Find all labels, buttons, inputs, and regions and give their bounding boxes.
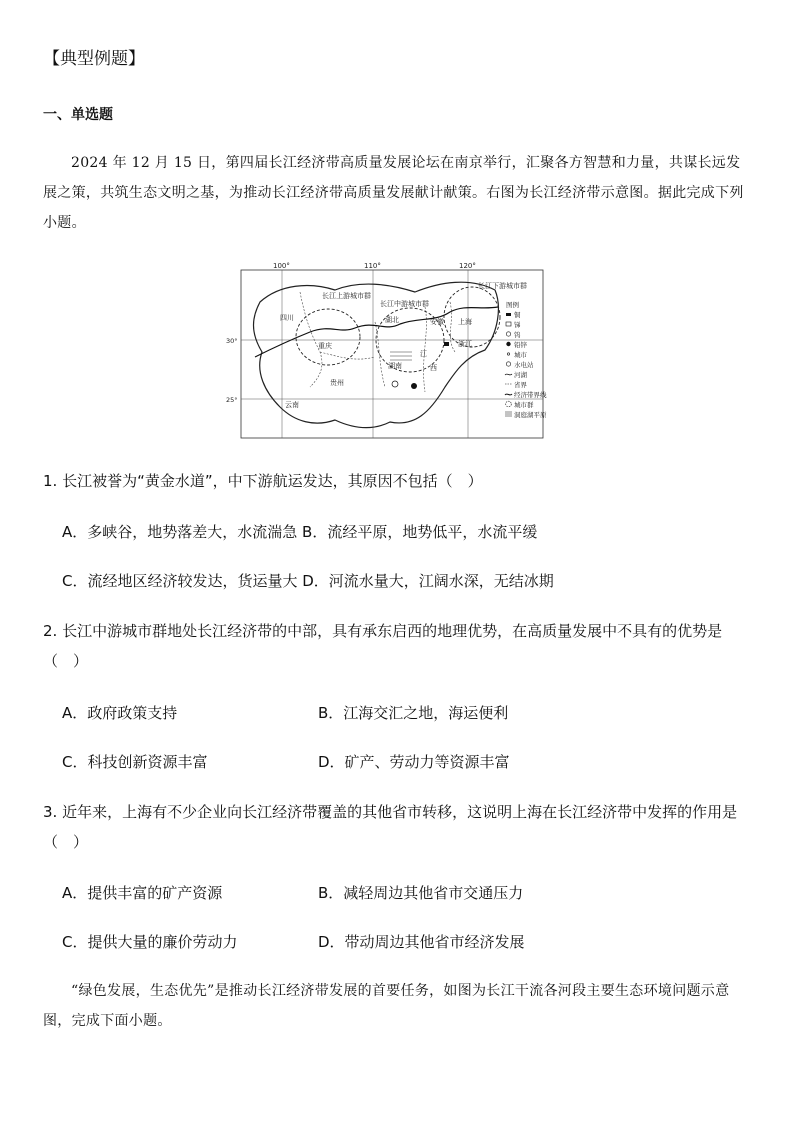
svg-text:上海: 上海 bbox=[458, 318, 472, 326]
closing-paragraph: “绿色发展，生态优先”是推动长江经济带发展的首要任务，如图为长江干流各河段主要生态环境问题示意图，完成下面小题。 bbox=[43, 983, 730, 1029]
svg-text:长江中游城市群: 长江中游城市群 bbox=[380, 300, 429, 308]
svg-text:钨: 钨 bbox=[514, 331, 521, 339]
svg-text:铜: 铜 bbox=[514, 311, 521, 319]
svg-text:省界: 省界 bbox=[514, 381, 527, 389]
intro-paragraph: 2024 年 12 月 15 日，第四届长江经济带高质量发展论坛在南京举行，汇聚各方智慧和力量，共谋长远发展之策，共筑生态文明之基，为推动长江经济带高质量发展献计献策。右图为长江经济带示意图。据此完成下列小题。 bbox=[43, 155, 744, 231]
svg-text:长江上游城市群: 长江上游城市群 bbox=[322, 292, 371, 300]
svg-text:铅锌: 铅锌 bbox=[514, 341, 527, 349]
question-2-option-c: C．科技创新资源丰富 bbox=[62, 753, 208, 771]
svg-text:江: 江 bbox=[420, 350, 427, 358]
lat-label-25: 25° bbox=[226, 396, 238, 404]
yangtze-economic-belt-map bbox=[226, 262, 547, 440]
question-3-stem: 3. 近年来，上海有不少企业向长江经济带覆盖的其他省市转移，这说明上海在长江经济带中发挥的作用是（ ） bbox=[43, 803, 738, 851]
question-2-option-d: D．矿产、劳动力等资源丰富 bbox=[318, 753, 510, 771]
svg-text:城市群: 城市群 bbox=[514, 401, 534, 409]
question-1-options-row-1: A．多峡谷，地势落差大，水流湍急 B．流经平原，地势低平，水流平缓 bbox=[62, 523, 538, 541]
section-title: 一、单选题 bbox=[43, 107, 113, 123]
question-1-options-row-2: C．流经地区经济较发达，货运量大 D．河流水量大，江阔水深，无结冰期 bbox=[62, 572, 554, 590]
page-heading: 【典型例题】 bbox=[43, 49, 145, 69]
lon-label-110: 110° bbox=[364, 262, 381, 270]
lat-label-30: 30° bbox=[226, 337, 238, 345]
svg-text:锑: 锑 bbox=[514, 321, 521, 329]
question-3-option-b: B．减轻周边其他省市交通压力 bbox=[318, 884, 524, 902]
svg-text:西: 西 bbox=[430, 364, 437, 372]
svg-text:城市: 城市 bbox=[514, 351, 527, 359]
lon-label-100: 100° bbox=[273, 262, 290, 270]
question-2-option-a: A．政府政策支持 bbox=[62, 704, 178, 722]
question-3-option-d: D．带动周边其他省市经济发展 bbox=[318, 933, 525, 951]
svg-text:湖南: 湖南 bbox=[388, 362, 402, 370]
svg-text:湖北: 湖北 bbox=[385, 316, 399, 324]
svg-text:河湖: 河湖 bbox=[514, 371, 527, 379]
svg-text:重庆: 重庆 bbox=[318, 342, 332, 350]
question-3-option-c: C．提供大量的廉价劳动力 bbox=[62, 933, 238, 951]
svg-text:水电站: 水电站 bbox=[514, 361, 534, 369]
svg-text:四川: 四川 bbox=[280, 314, 294, 322]
question-3-option-a: A．提供丰富的矿产资源 bbox=[62, 884, 223, 902]
svg-text:云南: 云南 bbox=[285, 401, 299, 409]
lon-label-120: 120° bbox=[459, 262, 476, 270]
svg-text:洞庭湖平原: 洞庭湖平原 bbox=[514, 411, 547, 419]
svg-text:浙江: 浙江 bbox=[458, 340, 472, 348]
svg-text:经济带界线: 经济带界线 bbox=[514, 391, 547, 399]
question-2-stem: 2. 长江中游城市群地处长江经济带的中部，具有承东启西的地理优势，在高质量发展中不具有的优势是（ ） bbox=[43, 622, 723, 670]
svg-text:长江下游城市群: 长江下游城市群 bbox=[478, 282, 527, 290]
svg-text:安徽: 安徽 bbox=[430, 318, 444, 326]
question-1-stem: 1. 长江被誉为“黄金水道”，中下游航运发达，其原因不包括（ ） bbox=[43, 472, 483, 490]
svg-text:图例: 图例 bbox=[506, 301, 519, 309]
svg-text:贵州: 贵州 bbox=[330, 379, 344, 387]
question-2-option-b: B．江海交汇之地，海运便利 bbox=[318, 704, 509, 722]
